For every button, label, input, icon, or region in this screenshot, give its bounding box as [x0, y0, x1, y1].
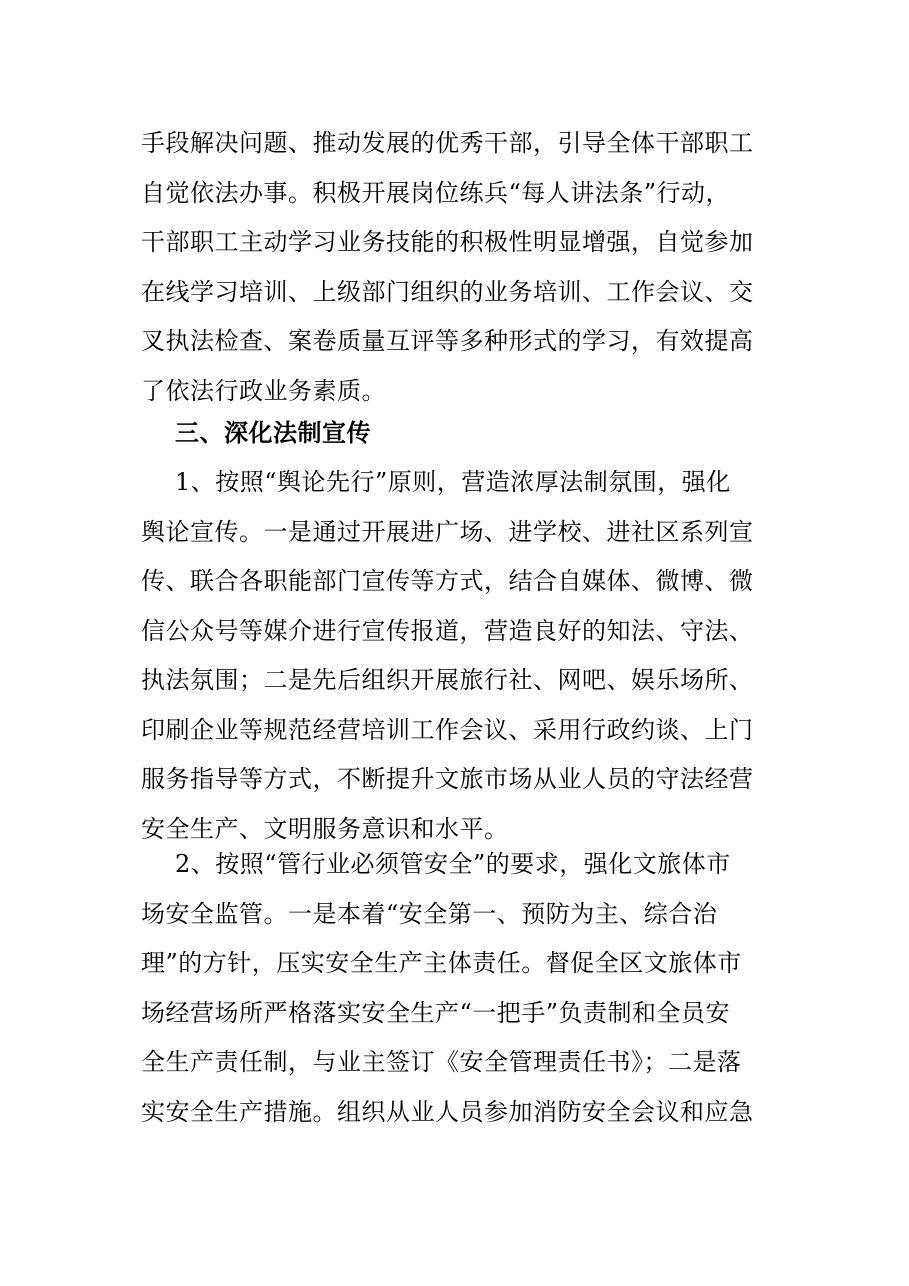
text-line: 了依法行政业务素质。 — [141, 376, 386, 405]
text-line: 舆论宣传。一是通过开展进广场、进学校、进社区系列宣 — [141, 517, 754, 546]
text-line: 自觉依法办事。积极开展岗位练兵“每人讲法条”行动， — [141, 178, 731, 207]
paragraph-safety — [141, 840, 781, 1137]
text-line: 1、按照“舆论先行”原则，营造浓厚法制氛围，强化 — [175, 468, 731, 496]
text-line: 全生产责任制，与业主签订《安全管理责任书》；二是落 — [141, 1048, 742, 1076]
text-line: 手段解决问题、推动发展的优秀干部，引导全体干部职工 — [141, 129, 754, 157]
text-line: 传、联合各职能部门宣传等方式，结合自媒体、微博、微 — [141, 567, 754, 595]
text-line: 干部职工主动学习业务技能的积极性明显增强，自觉参加 — [141, 228, 754, 256]
section-heading-text: 三、深化法制宣传 — [175, 419, 371, 447]
text-line: 印刷企业等规范经营培训工作会议、采用行政约谈、上门 — [141, 715, 754, 744]
text-line: 在线学习培训、上级部门组织的业务培训、工作会议、交 — [141, 277, 754, 306]
text-line: 2、按照“管行业必须管安全”的要求，强化文旅体市 — [175, 850, 731, 878]
text-line: 场经营场所严格落实安全生产“一把手”负责制和全员安 — [141, 998, 731, 1027]
text-line: 服务指导等方式，不断提升文旅市场从业人员的守法经营 — [141, 765, 754, 793]
paragraph-continuation — [141, 119, 781, 416]
text-line: 叉执法检查、案卷质量互评等多种形式的学习，有效提高 — [141, 327, 754, 355]
text-line: 实安全生产措施。组织从业人员参加消防安全会议和应急 — [141, 1097, 754, 1126]
text-line: 场安全监管。一是本着“安全第一、预防为主、综合治 — [141, 899, 718, 928]
text-line: 信公众号等媒介进行宣传报道，营造良好的知法、守法、 — [141, 616, 754, 645]
paragraph-publicity — [141, 458, 781, 854]
section-heading — [175, 409, 815, 459]
text-line: 安全生产、文明服务意识和水平。 — [141, 814, 509, 843]
text-line: 理”的方针，压实安全生产主体责任。督促全区文旅体市 — [141, 949, 742, 977]
text-line: 执法氛围；二是先后组织开展旅行社、网吧、娱乐场所、 — [141, 666, 754, 694]
